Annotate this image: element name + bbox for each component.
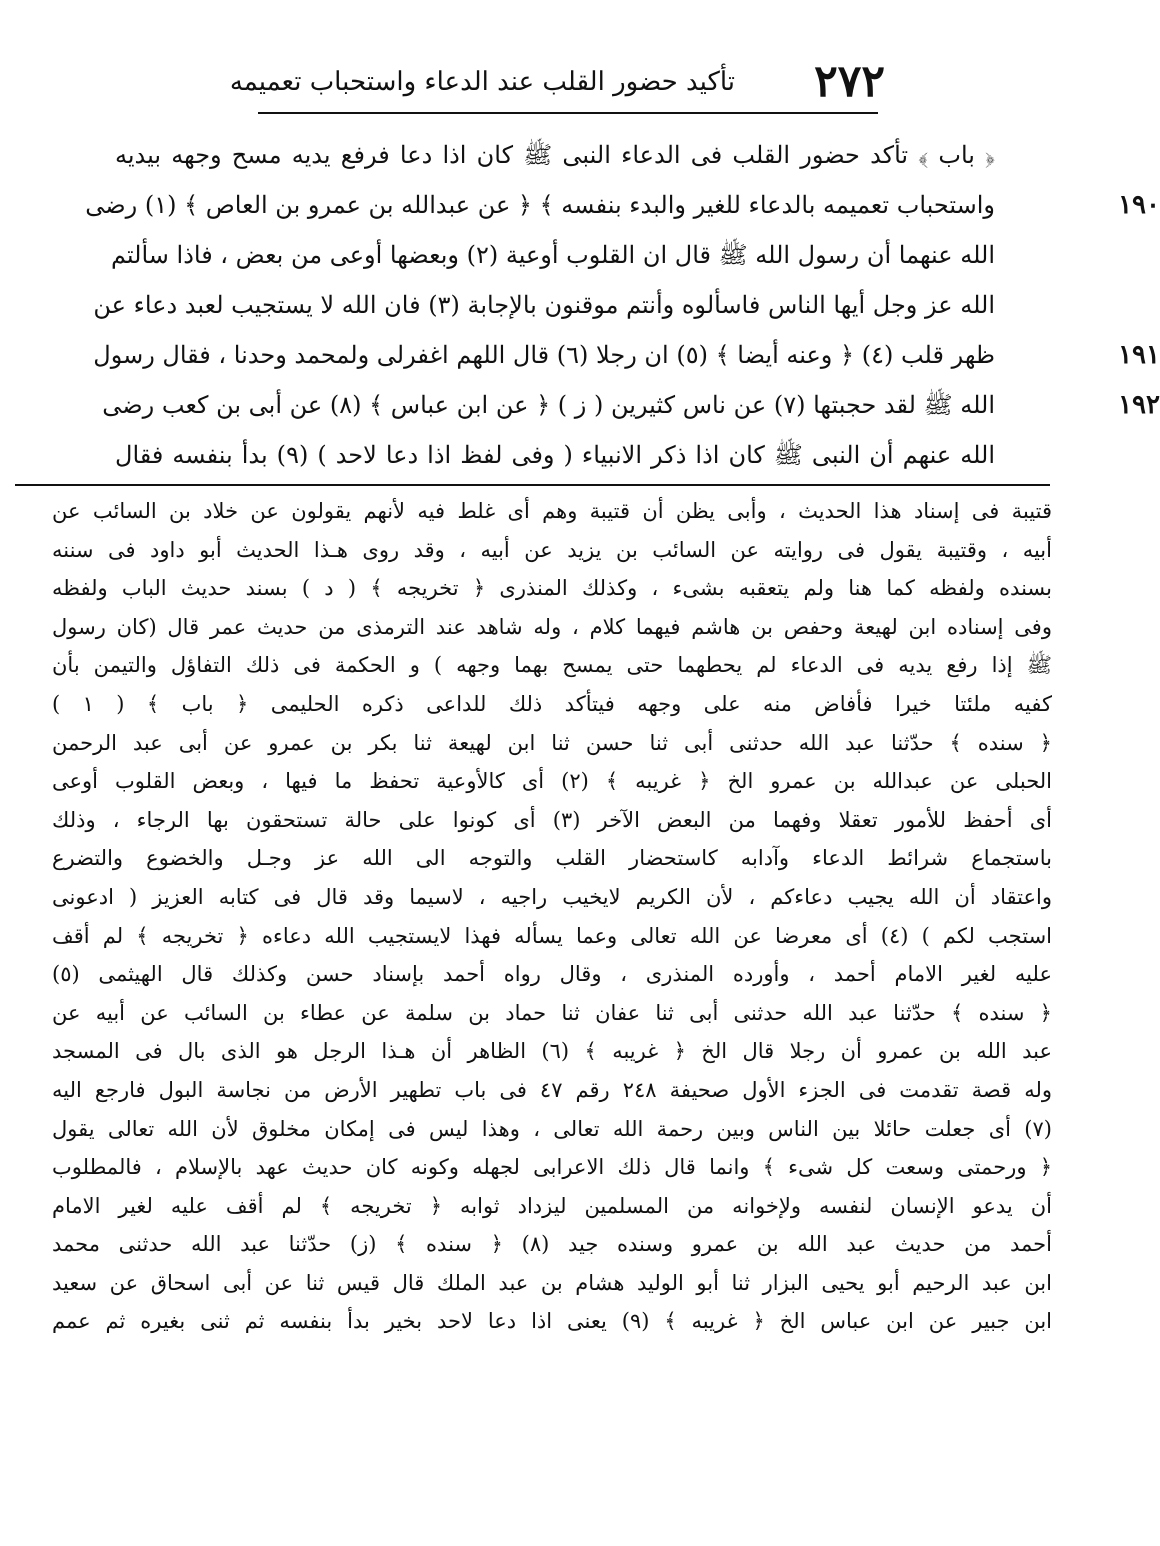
commentary-line: ابن عبد الرحيم أبو يحيى البزار ثنا أبو الوليد هشام بن عبد الملك قال قيس ثنا عن أبى اسحاق عن سعيد [52, 1270, 1052, 1295]
hadith-number: ١٩٢ [1118, 390, 1160, 420]
main-line [93, 280, 1050, 330]
footnote-separator [15, 484, 1050, 486]
commentary-line: ابن جبير عن ابن عباس الخ ﴿ غريبه ﴾ (٩) يعنى اذا دعا لاحد بخير بدأ بنفسه ثم ثنى بغيره ثم عمم [52, 1309, 1053, 1334]
main-line [93, 330, 1160, 380]
commentary-line: عبد الله بن عمرو أن رجلا قال الخ ﴿ غريبه ﴾ (٦) الظاهر أن هـذا الرجل هو الذى بال فى المسجد [52, 1039, 1052, 1064]
main-line [115, 130, 1050, 180]
commentary [52, 492, 1052, 1341]
main-line [102, 380, 1160, 430]
main-line-text: الله عز وجل أيها الناس فاسألوه وأنتم موقنون بالإجابة (٣) فان الله لا يستجيب لعبد دعاء عن [93, 291, 995, 319]
commentary-line: قتيبة فى إسناد هذا الحديث ، وأبى يظن أن قتيبة وهم أى غلط فيه لأنهم يقولون عن خلاد بن السائب عن [52, 499, 1052, 523]
commentary-line: أى أحفظ للأمور تعقلا وفهما من البعض الآخر (٣) أى كونوا على حالة تستحقون بها الرجاء ، وذلك [52, 807, 1052, 832]
commentary-line: استجب لكم ) (٤) أى معرضا عن الله تعالى وعما يسأله فهذا لايستجيب الله دعاءه ﴿ تخريجه ﴾ لم أقف [52, 923, 1053, 948]
commentary-line: أحمد من حديث عبد الله بن عمرو وسنده جيد (٨) ﴿ سنده ﴾ (ز) حدّثنا عبد الله حدثنى محمد [52, 1232, 1052, 1257]
commentary-line: ﴿ ورحمتى وسعت كل شىء ﴾ وانما قال ذلك الاعرابى لجهله وكونه كان حديث عهد بالإسلام ، فالمطلوب [52, 1155, 1052, 1180]
commentary-line: الحبلى عن عبدالله بن عمرو الخ ﴿ غريبه ﴾ (٢) أى كالأوعية تحفظ ما فيها ، وبعض القلوب أوعى [52, 769, 1053, 794]
commentary-line: وفى إسناده ابن لهيعة وحفص بن هاشم فيهما كلام ، وله شاهد عند الترمذى من حديث عمر قال (كان رسول [52, 614, 1052, 639]
commentary-line: باستجماع شرائط الدعاء وآدابه كاستحضار القلب والتوجه الى الله عز وجـل والخضوع والتضرع [52, 846, 1052, 871]
commentary-line: ﴿ سنده ﴾ حدّثنا عبد الله حدثنى أبى ثنا عفان ثنا حماد بن سلمة عن عطاء بن السائب عن أبيه عن [52, 1000, 1052, 1025]
main-line-text: واستحباب تعميمه بالدعاء للغير والبدء بنفسه ﴾ ﴿ عن عبدالله بن عمرو بن العاص ﴾ (١) رضى [85, 191, 995, 219]
commentary-line: (٧) أى جعلت حائلا بين الناس وبين رحمة الله تعالى ، وهذا ليس فى إمكان مخلوق لأن الله تعالى يقول [52, 1116, 1052, 1141]
main-line-text: الله عنهم أن النبى ﷺ كان اذا ذكر الانبياء ( وفى لفظ اذا دعا لاحد ) (٩) بدأ بنفسه فقال [115, 441, 996, 469]
hadith-number: ١٩١ [1118, 340, 1160, 370]
commentary-line: بسنده ولفظه كما هنا ولم يتعقبه بشىء ، وكذلك المنذرى ﴿ تخريجه ﴾ ( د ) بسند حديث الباب ولفظه [52, 576, 1052, 601]
main-line-text: ظهر قلب (٤) ﴿ وعنه أيضا ﴾ (٥) ان رجلا (٦) قال اللهم اغفرلى ولمحمد وحدنا ، فقال رسول [93, 341, 995, 369]
commentary-line: عليه لغير الامام أحمد ، وأورده المنذرى ، وقال رواه أحمد بإسناد حسن وكذلك قال الهيثمى (٥) [52, 962, 1052, 987]
main-line-text: الله عنهما أن رسول الله ﷺ قال ان القلوب أوعية (٢) وبعضها أوعى من بعض ، فاذا سألتم [110, 241, 995, 269]
main-line [85, 180, 1160, 230]
commentary-line: كفيه ملئتا خيرا فأفاض منه على وجهه فيتأكد ذلك للداعى ذكره الحليمى ﴿ باب ﴾ ( ١ ) [52, 691, 1053, 716]
page-header [229, 56, 885, 112]
hadith-number: ١٩٠ [1118, 190, 1160, 220]
commentary-line: ﴿ سنده ﴾ حدّثنا عبد الله حدثنى أبى ثنا حسن ثنا ابن لهيعة ثنا بكر بن عمرو عن أبى عبد الرحمن [52, 730, 1052, 755]
main-line-text: ﴿ باب ﴾ تأكد حضور القلب فى الدعاء النبى ﷺ كان اذا دعا فرفع يديه مسح وجهه بيديه [115, 141, 995, 169]
main-line-text: الله ﷺ لقد حجبتها (٧) عن ناس كثيرين ( ز ) ﴿ عن ابن عباس ﴾ (٨) عن أبى بن كعب رضى [102, 391, 995, 419]
commentary-line: أبيه ، وقتيبة يقول فى روايته عن السائب بن يزيد عن أبيه ، وقد روى هـذا الحديث أبو داود فى سننه [52, 537, 1052, 562]
commentary-line: ﷺ إذا رفع يديه فى الدعاء لم يحطهما حتى يمسح بهما وجهه ) و الحكمة فى ذلك التفاؤل والتيمن بأن [52, 653, 1052, 678]
page-number: ٢٧٢ [814, 56, 885, 107]
header-rule [258, 112, 878, 114]
main-line [110, 230, 1050, 280]
commentary-line: وله قصة تقدمت فى الجزء الأول صحيفة ٢٤٨ رقم ٤٧ فى باب تطهير الأرض من نجاسة البول فارجع اليه [52, 1077, 1052, 1102]
running-title: تأكيد حضور القلب عند الدعاء واستحباب تعميمه [229, 67, 735, 97]
main-text [40, 130, 1160, 480]
main-line [115, 430, 1050, 480]
commentary-line: أن يدعو الإنسان لنفسه ولإخوانه من المسلمين ليزداد ثوابه ﴿ تخريجه ﴾ لم أقف عليه لغير الامام [52, 1193, 1052, 1218]
commentary-line: واعتقاد أن الله يجيب دعاءكم ، لأن الكريم لايخيب راجيه ، لاسيما وقد قال فى كتابه العزيز ( ادعونى [52, 884, 1052, 909]
